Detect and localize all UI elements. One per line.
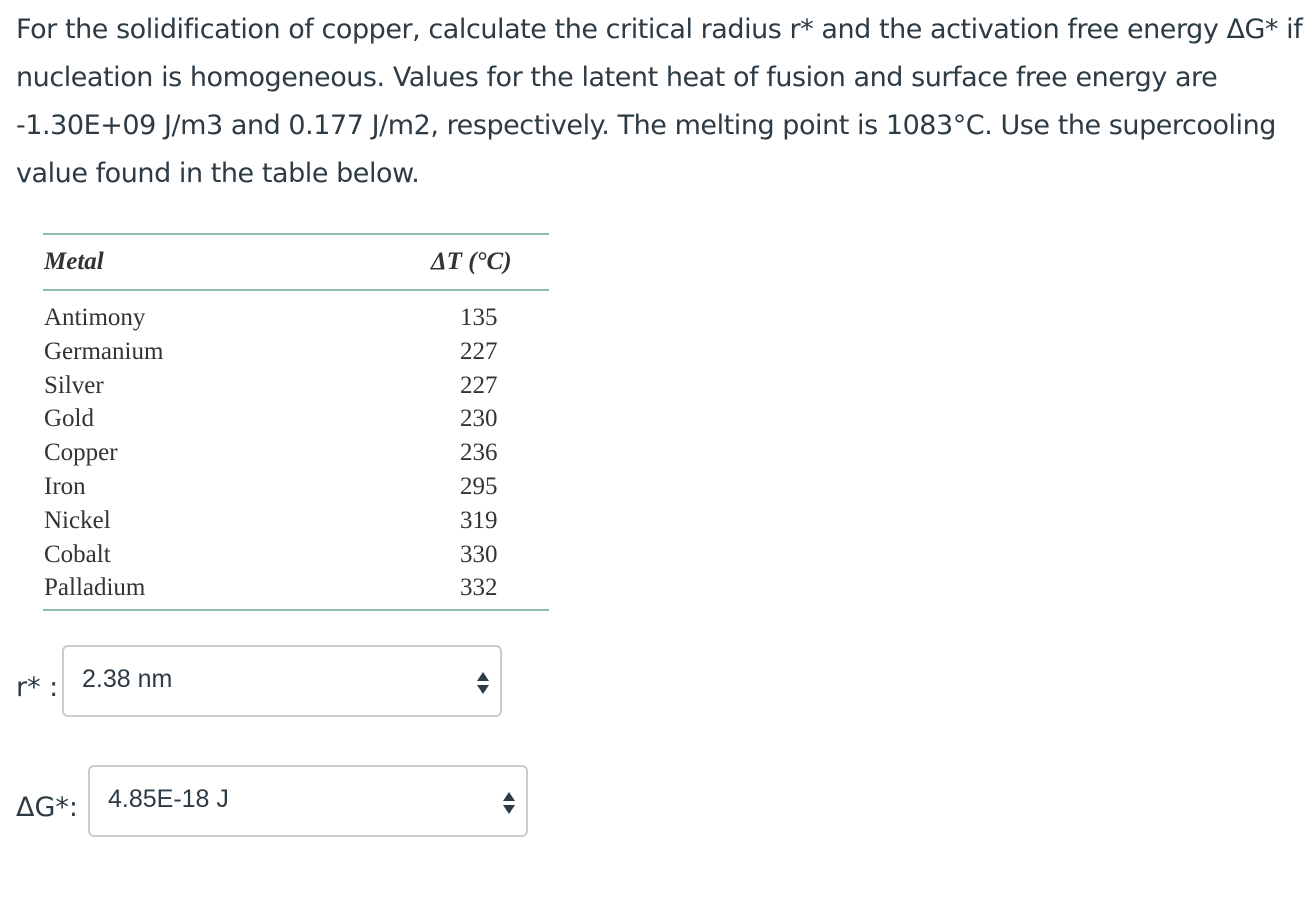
table-header-metal: Metal [44,248,104,275]
table-cell-metal: Palladium [44,574,146,602]
table-header-row [43,234,549,290]
table-cell-value: 236 [460,439,498,467]
table-cell-metal: Iron [44,472,86,500]
table-cell-value: 330 [460,540,498,568]
up-down-arrow-icon [476,671,490,695]
table-cell-value: 295 [460,472,498,500]
table-cell-value: 227 [460,371,498,399]
table-cell-metal: Copper [44,439,118,467]
table-cell-value: 230 [460,405,498,433]
table-cell-metal: Silver [44,371,104,399]
delta-g-star-label: ΔG*: [16,792,78,823]
up-down-arrow-icon [502,791,516,815]
table-row [43,335,549,369]
table-row [43,538,549,572]
delta-g-star-select[interactable] [88,765,528,837]
table-row [43,402,549,436]
table-row [43,436,549,470]
r-star-select[interactable] [62,645,502,717]
table-row [43,290,549,335]
table-cell-metal: Germanium [44,337,164,365]
table-cell-metal: Gold [44,405,94,433]
table-header-delta-t: ΔT (°C) [431,248,512,275]
r-star-selected-value: 2.38 nm [82,665,173,693]
table-row [43,369,549,403]
table-cell-value: 319 [460,506,498,534]
table-cell-metal: Antimony [44,304,146,331]
table-row [43,571,549,610]
table-cell-value: 135 [460,304,498,331]
table-cell-value: 332 [460,574,498,602]
question-text: For the solidification of copper, calculate the critical radius r* and the activation free energy ΔG* if nucleation is homogeneous. Values for the latent heat of fusion and surface free energy are -1.30E+09 J/m3 and 0.177 J/m2, respectively. The melting point is 1083°C. Use the supercooling value found in the table below. [16,14,1303,189]
r-star-label: r* : [16,672,59,703]
table-row [43,470,549,504]
table-cell-metal: Cobalt [44,540,111,568]
table-row [43,504,549,538]
delta-g-star-selected-value: 4.85E-18 J [108,785,229,813]
table-cell-metal: Nickel [44,506,111,534]
supercooling-table [43,233,549,611]
table-cell-value: 227 [460,337,498,365]
